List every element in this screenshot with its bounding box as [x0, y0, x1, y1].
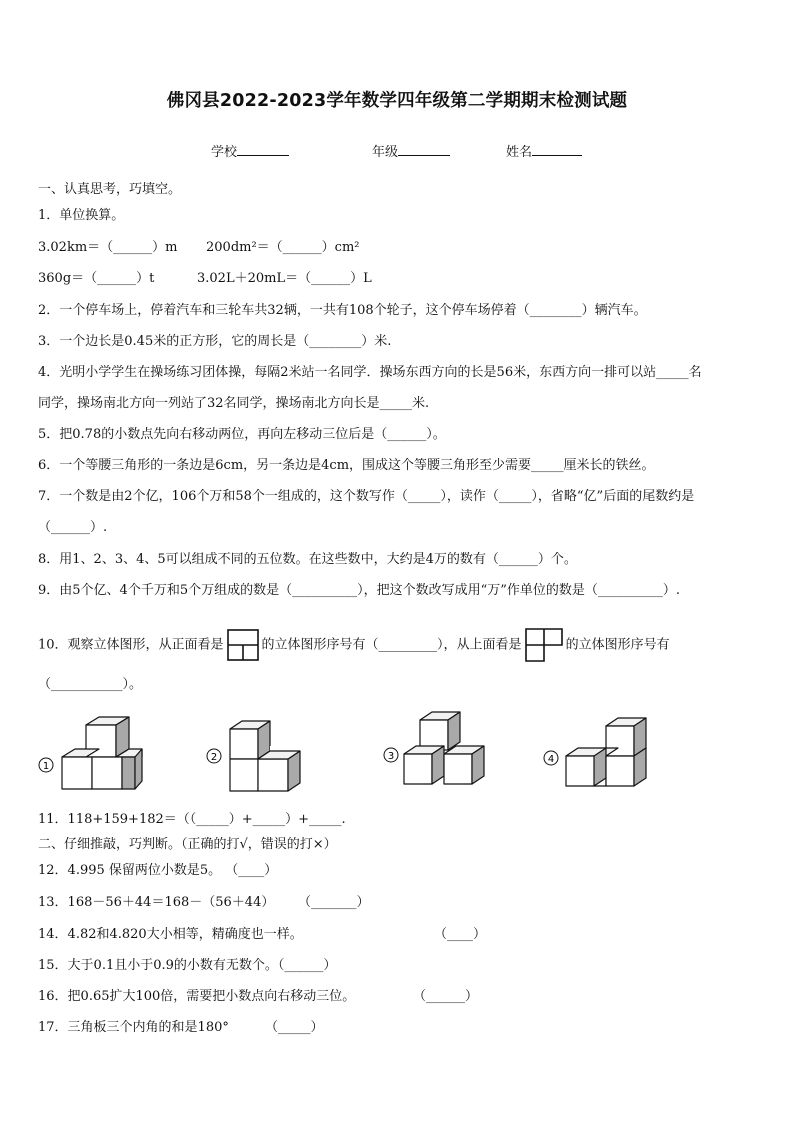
question-1c: 360g＝（______）t: [38, 271, 155, 286]
question-10-line-1: [38, 628, 670, 662]
question-5: 5．把0.78的小数点先向右移动两位，再向左移动三位后是（______）。: [38, 427, 446, 442]
question-4-line-1: 4．光明小学学生在操场练习团体操，每隔2米站一名同学．操场东西方向的长是56米，东西方向一排可以站_____名: [38, 365, 702, 380]
grade-blank[interactable]: [398, 143, 450, 156]
grade-field: [372, 141, 450, 160]
question-10-text-2: 的立体图形序号有（_________），从上面看是: [261, 637, 522, 653]
figure-1-label: 1: [42, 761, 50, 772]
question-1b: 200dm²＝（______）cm²: [206, 240, 360, 255]
question-1: 1．单位换算。: [38, 208, 125, 223]
front-view-icon: [227, 629, 259, 661]
top-view-icon: [525, 628, 563, 662]
name-blank[interactable]: [532, 143, 582, 156]
figure-4-label: 4: [547, 754, 555, 765]
question-1a: 3.02km＝（______）m: [38, 240, 178, 255]
question-10-text-3: 的立体图形序号有: [565, 637, 670, 653]
question-13-blank[interactable]: （_______）: [298, 895, 370, 910]
question-10-line-2: （___________）。: [38, 677, 143, 692]
school-blank[interactable]: [237, 143, 289, 156]
question-14-blank[interactable]: （____）: [434, 927, 487, 942]
question-2: 2．一个停车场上，停着汽车和三轮车共32辆，一共有108个轮子，这个停车场停着（________）辆汽车。: [38, 303, 647, 318]
cube-figure-3: [380, 706, 495, 796]
name-field: [506, 141, 582, 160]
question-4-line-2: 同学，操场南北方向一列站了32名同学，操场南北方向长是_____米.: [38, 396, 430, 411]
question-16-blank[interactable]: （______）: [413, 989, 479, 1004]
question-11: 11．118+159+182＝（（_____）+_____）+_____.: [38, 812, 346, 827]
question-10-text-1: 10．观察立体图形，从正面看是: [38, 637, 224, 653]
cube-figure-1: [36, 705, 148, 795]
question-17-blank[interactable]: （_____）: [265, 1020, 324, 1035]
cube-figure-4: [540, 712, 660, 802]
question-6: 6．一个等腰三角形的一条边是6cm，另一条边是4cm，围成这个等腰三角形至少需要_____厘米长的铁丝。: [38, 458, 655, 473]
question-9: 9．由5个亿、4个千万和5个万组成的数是（__________），把这个数改写成用“万”作单位的数是（__________）.: [38, 583, 681, 598]
question-7-line-2: （______）.: [38, 520, 108, 535]
question-17: 17．三角板三个内角的和是180°: [38, 1020, 229, 1035]
question-8: 8．用1、2、3、4、5可以组成不同的五位数。在这些数中，大约是4万的数有（______）个。: [38, 552, 577, 567]
school-label: 学校: [211, 145, 238, 160]
school-field: [211, 141, 289, 160]
question-14: 14．4.82和4.820大小相等，精确度也一样。: [38, 927, 303, 942]
question-13: 13．168－56＋44＝168－（56＋44）: [38, 895, 275, 910]
section-2-heading: 二、仔细推敲，巧判断。（正确的打√，错误的打×）: [38, 837, 337, 852]
question-3: 3．一个边长是0.45米的正方形，它的周长是（________）米.: [38, 334, 392, 349]
figure-3-label: 3: [387, 751, 395, 762]
question-7-line-1: 7．一个数是由2个亿，106个万和58个一组成的，这个数写作（_____），读作（_____），省略“亿”后面的尾数约是: [38, 489, 695, 504]
question-16: 16．把0.65扩大100倍，需要把小数点向右移动三位。: [38, 989, 356, 1004]
question-12: 12．4.995 保留两位小数是5。 （____）: [38, 863, 278, 878]
page-title: 佛冈县2022-2023学年数学四年级第二学期期末检测试题: [166, 91, 628, 111]
cube-figure-2: [203, 712, 328, 802]
grade-label: 年级: [372, 145, 399, 160]
section-1-heading: 一、认真思考，巧填空。: [38, 182, 182, 197]
question-1d: 3.02L＋20mL＝（______）L: [197, 271, 372, 286]
question-15: 15．大于0.1且小于0.9的小数有无数个。（______）: [38, 958, 337, 973]
figure-2-label: 2: [210, 752, 218, 763]
name-label: 姓名: [506, 145, 533, 160]
